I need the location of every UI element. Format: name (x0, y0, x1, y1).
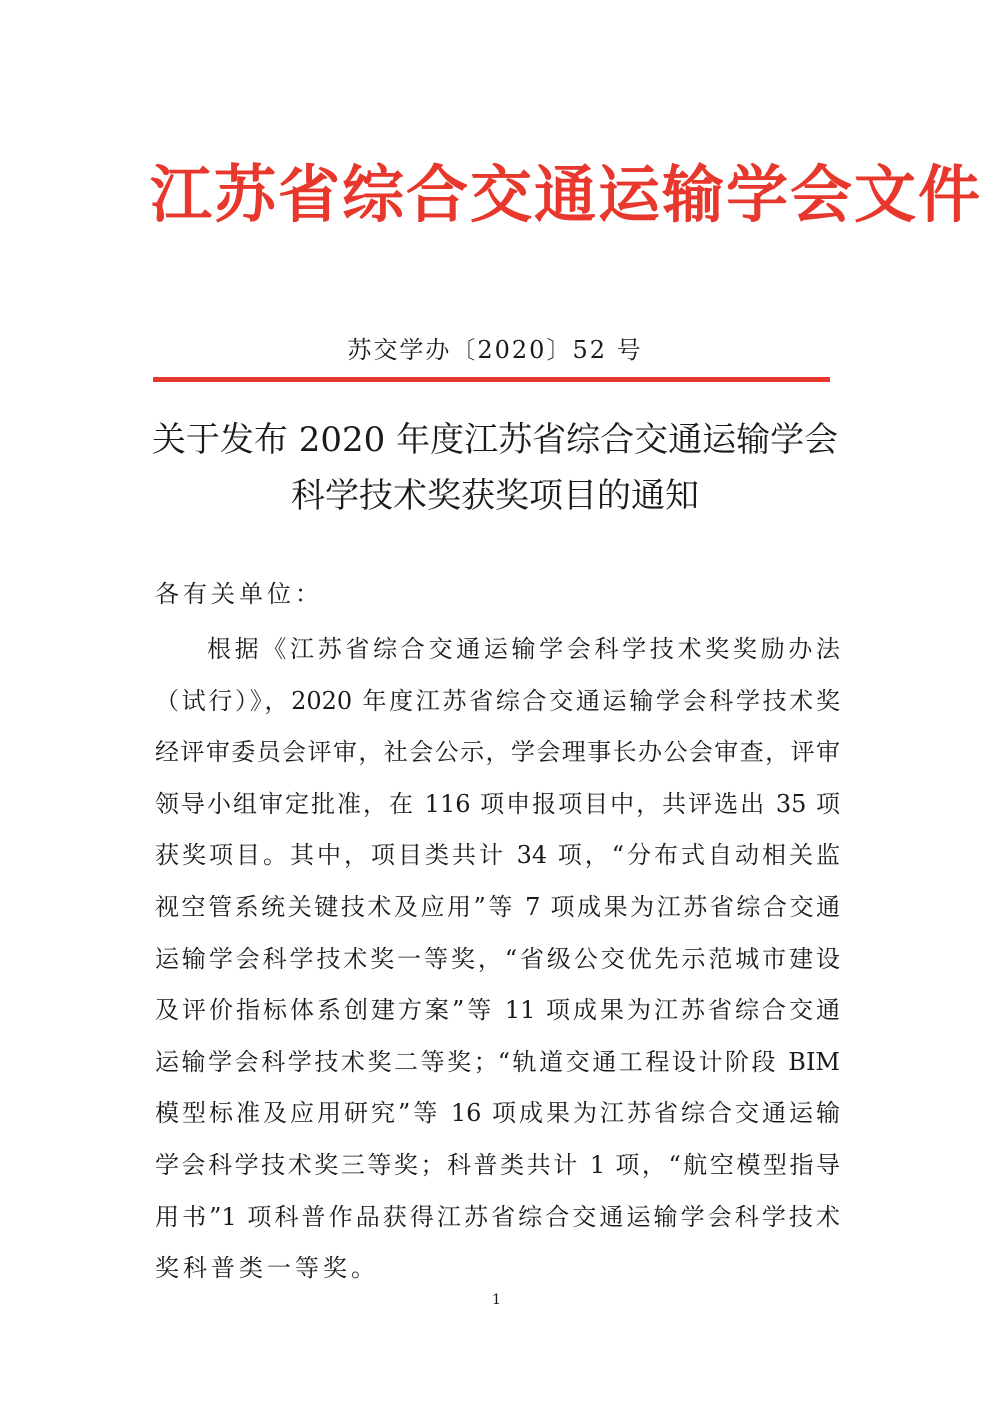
organization-header-title: 江苏省综合交通运输学会文件 (150, 158, 983, 231)
body-line: 及评价指标体系创建方案”等 11 项成果为江苏省综合交通 (155, 996, 840, 1025)
body-line: 运输学会科学技术奖一等奖，“省级公交优先示范城市建设 (155, 944, 840, 973)
body-line: 奖科普类一等奖。 (155, 1254, 379, 1283)
body-line: 学会科学技术奖三等奖；科普类共计 1 项，“航空模型指导 (155, 1150, 840, 1179)
salutation: 各有关单位： (155, 580, 323, 608)
page-number: 1 (492, 1292, 501, 1308)
body-line: （试行）》，2020 年度江苏省综合交通运输学会科学技术奖 (155, 686, 840, 715)
body-line: 根据《江苏省综合交通运输学会科学技术奖奖励办法 (207, 635, 840, 663)
body-line: 运输学会科学技术奖二等奖；“轨道交通工程设计阶段 BIM (155, 1047, 840, 1076)
document-number: 苏交学办〔2020〕52 号 (347, 336, 643, 364)
body-line: 用书”1 项科普作品获得江苏省综合交通运输学会科学技术 (155, 1202, 840, 1231)
body-line: 模型标准及应用研究”等 16 项成果为江苏省综合交通运输 (155, 1099, 840, 1128)
notice-title-line-1: 关于发布 2020 年度江苏省综合交通运输学会 (151, 420, 839, 460)
red-divider-line (153, 377, 830, 382)
body-line: 领导小组审定批准，在 116 项申报项目中，共评选出 35 项 (155, 789, 840, 818)
body-line: 经评审委员会评审，社会公示，学会理事长办公会审查，评审 (155, 738, 840, 767)
body-line: 获奖项目。其中，项目类共计 34 项，“分布式自动相关监 (155, 841, 840, 870)
body-line: 视空管系统关键技术及应用”等 7 项成果为江苏省综合交通 (155, 892, 840, 921)
notice-body (155, 624, 840, 1295)
notice-title (150, 412, 840, 524)
notice-title-line-2: 科学技术奖获奖项目的通知 (291, 476, 699, 516)
